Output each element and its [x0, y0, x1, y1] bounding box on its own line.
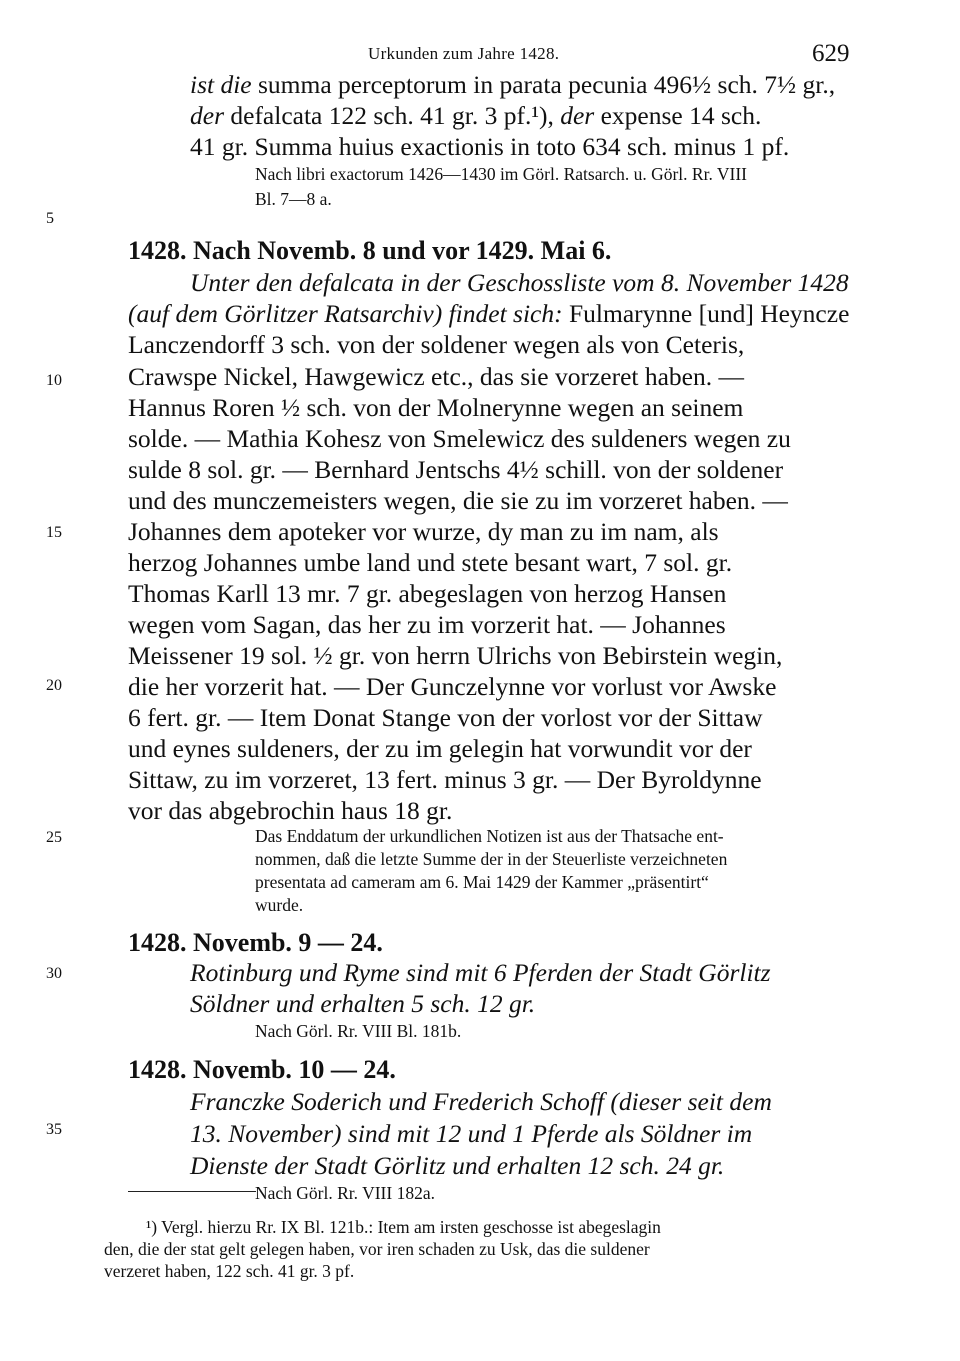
source-note: Nach Görl. Rr. VIII Bl. 181b.: [255, 1021, 462, 1041]
page-number: 629: [812, 40, 850, 67]
text-line: herzog Johannes umbe land und stete besant wart, 7 sol. gr.: [128, 548, 733, 577]
text-line: Sittaw, zu im vorzeret, 13 fert. minus 3 gr. — Der Byroldynne: [128, 765, 762, 794]
footnote-line: den, die der stat gelt gelegen haben, vor iren schaden zu Usk, das die suldener: [104, 1239, 650, 1259]
entry-summary: Unter den defalcata in der Geschossliste vom 8. November 1428: [190, 268, 849, 297]
footnote-line: verzeret haben, 122 sch. 41 gr. 3 pf.: [104, 1261, 355, 1281]
text-line: Johannes dem apoteker vor wurze, dy man zu im nam, als: [128, 517, 719, 546]
editorial-note: presentata ad cameram am 6. Mai 1429 der Kammer „präsentirt“: [255, 872, 709, 892]
editorial-note: nommen, daß die letzte Summe der in der Steuerliste verzeichneten: [255, 849, 728, 869]
entry-heading: 1428. Novemb. 9 — 24.: [128, 928, 383, 957]
line-number: 30: [46, 965, 62, 982]
footnote-rule: [128, 1191, 256, 1192]
text-line: Meissener 19 sol. ½ gr. von herrn Ulrichs von Bebirstein wegin,: [128, 641, 783, 670]
source-note: Nach libri exactorum 1426—1430 im Görl. Ratsarch. u. Görl. Rr. VIII: [255, 164, 748, 184]
line-number: 20: [46, 677, 62, 694]
source-note: Nach Görl. Rr. VIII 182a.: [255, 1183, 435, 1203]
editorial-note: Das Enddatum der urkundlichen Notizen ist aus der Thatsache ent-: [255, 826, 724, 846]
text-line: Hannus Roren ½ sch. von der Molnerynne wegen an seinem: [128, 393, 744, 422]
text-line: wegen vom Sagan, das her zu im vorzerit hat. — Johannes: [128, 610, 726, 639]
text-line: und eynes suldeners, der zu im gelegin hat vorwundit vor der: [128, 734, 752, 763]
text-line: (auf dem Görlitzer Ratsarchiv) findet sich: Fulmarynne [und] Heyncze: [128, 299, 850, 328]
line-number: 15: [46, 524, 62, 541]
text-line: ist die summa perceptorum in parata pecunia 496½ sch. 7½ gr.,: [190, 70, 836, 99]
text-line: Crawspe Nickel, Hawgewicz etc., das sie vorzeret haben. —: [128, 362, 744, 391]
line-number: 25: [46, 829, 62, 846]
text-line: und des munczemeisters wegen, die sie zu im vorzeret haben. —: [128, 486, 788, 515]
entry-heading: 1428. Novemb. 10 — 24.: [128, 1055, 396, 1084]
text-line: vor das abgebrochin haus 18 gr.: [128, 796, 453, 825]
source-note: Bl. 7—8 a.: [255, 189, 332, 209]
text-line: solde. — Mathia Kohesz von Smelewicz des suldeners wegen zu: [128, 424, 791, 453]
entry-summary: 13. November) sind mit 12 und 1 Pferde als Söldner im: [190, 1119, 753, 1148]
text-line: Lanczendorff 3 sch. von der soldener wegen als von Ceteris,: [128, 330, 745, 359]
entry-summary: Söldner und erhalten 5 sch. 12 gr.: [190, 989, 536, 1018]
entry-summary: Dienste der Stadt Görlitz und erhalten 12 sch. 24 gr.: [190, 1151, 725, 1180]
text-line: 41 gr. Summa huius exactionis in toto 634 sch. minus 1 pf.: [190, 132, 790, 161]
line-number: 10: [46, 372, 62, 389]
text-line: Thomas Karll 13 mr. 7 gr. abegeslagen von herzog Hansen: [128, 579, 727, 608]
entry-summary: Rotinburg und Ryme sind mit 6 Pferden der Stadt Görlitz: [190, 958, 771, 987]
text-line: die her vorzerit hat. — Der Gunczelynne vor vorlust vor Awske: [128, 672, 777, 701]
line-number: 5: [46, 210, 54, 227]
text-line: der defalcata 122 sch. 41 gr. 3 pf.¹), der expense 14 sch.: [190, 101, 762, 130]
line-number: 35: [46, 1121, 62, 1138]
text-line: 6 fert. gr. — Item Donat Stange von der vorlost vor der Sittaw: [128, 703, 763, 732]
footnote-line: ¹) Vergl. hierzu Rr. IX Bl. 121b.: Item am irsten geschosse ist abegeslagin: [146, 1217, 661, 1237]
editorial-note: wurde.: [255, 895, 304, 915]
running-header: Urkunden zum Jahre 1428.: [368, 44, 560, 63]
entry-summary: Franczke Soderich und Frederich Schoff (dieser seit dem: [190, 1087, 772, 1116]
text-line: sulde 8 sol. gr. — Bernhard Jentschs 4½ schill. von der soldener: [128, 455, 784, 484]
entry-heading: 1428. Nach Novemb. 8 und vor 1429. Mai 6.: [128, 236, 612, 265]
